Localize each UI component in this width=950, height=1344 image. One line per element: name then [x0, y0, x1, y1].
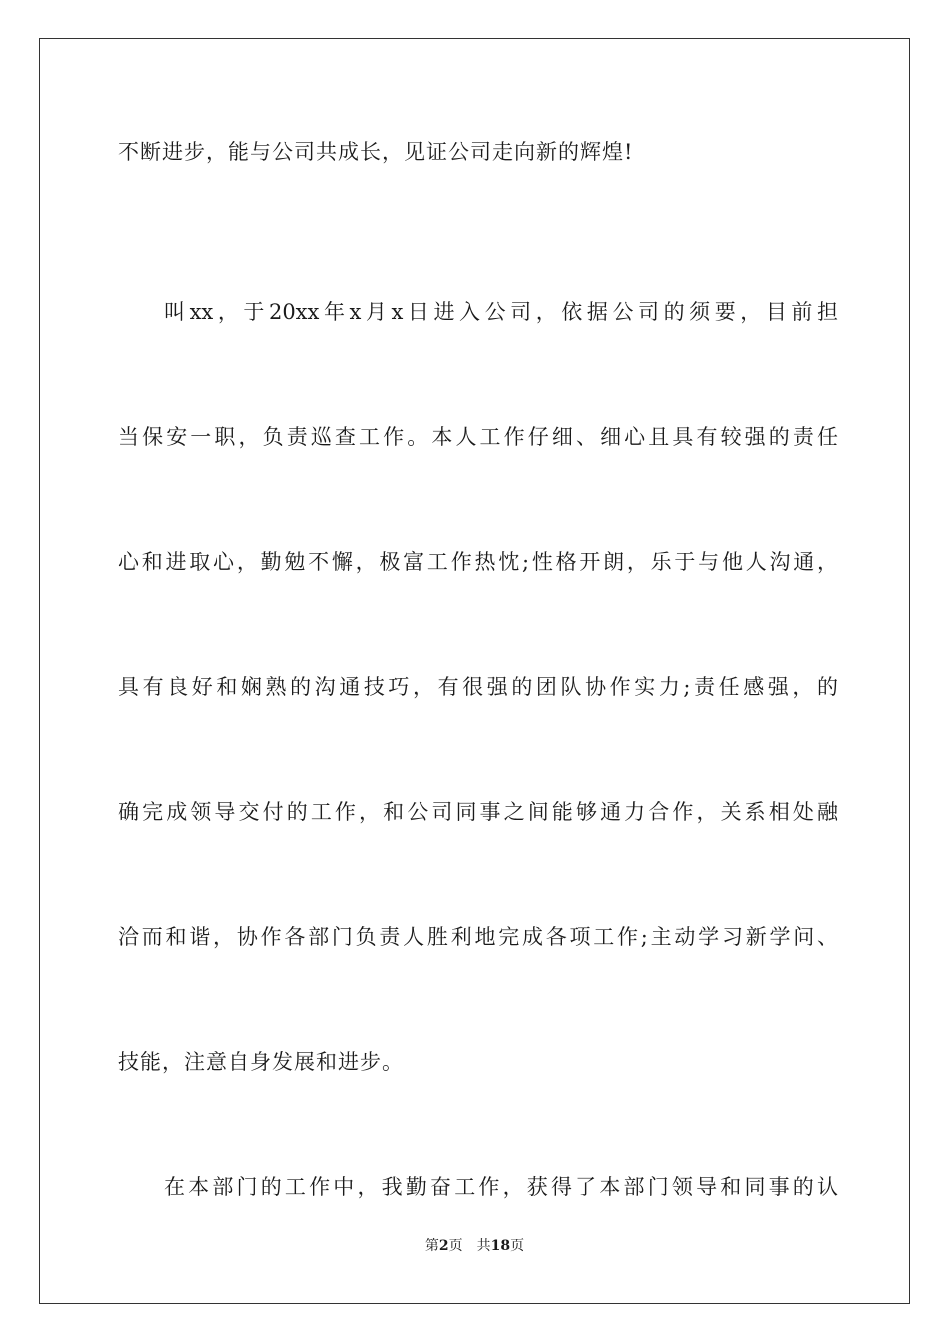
text-line-3: 当保安一职，负责巡查工作。本人工作仔细、细心且具有较强的责任	[118, 425, 838, 449]
text-line-9: 在本部门的工作中，我勤奋工作，获得了本部门领导和同事的认	[164, 1175, 838, 1199]
total-prefix: 共	[476, 1238, 491, 1254]
page-suffix: 页	[448, 1238, 463, 1254]
text-line-7: 洽而和谐，协作各部门负责人胜利地完成各项工作;主动学习新学问、	[118, 925, 838, 949]
page-number: 2	[438, 1238, 449, 1254]
text-line-5: 具有良好和娴熟的沟通技巧，有很强的团队协作实力;责任感强，的	[118, 675, 838, 699]
page-footer	[40, 1235, 909, 1255]
text-line-2: 叫xx，于20xx年x月x日进入公司，依据公司的须要，目前担	[164, 300, 838, 324]
text-line-4: 心和进取心，勤勉不懈，极富工作热忱;性格开朗，乐于与他人沟通，	[118, 550, 838, 574]
document-page	[39, 38, 910, 1304]
text-line-1: 不断进步，能与公司共成长，见证公司走向新的辉煌!	[118, 140, 634, 164]
page-prefix: 第	[424, 1238, 439, 1254]
text-line-8: 技能，注意自身发展和进步。	[118, 1050, 404, 1074]
text-line-6: 确完成领导交付的工作，和公司同事之间能够通力合作，关系相处融	[118, 800, 838, 824]
total-pages: 18	[490, 1238, 511, 1254]
total-suffix: 页	[510, 1238, 525, 1254]
